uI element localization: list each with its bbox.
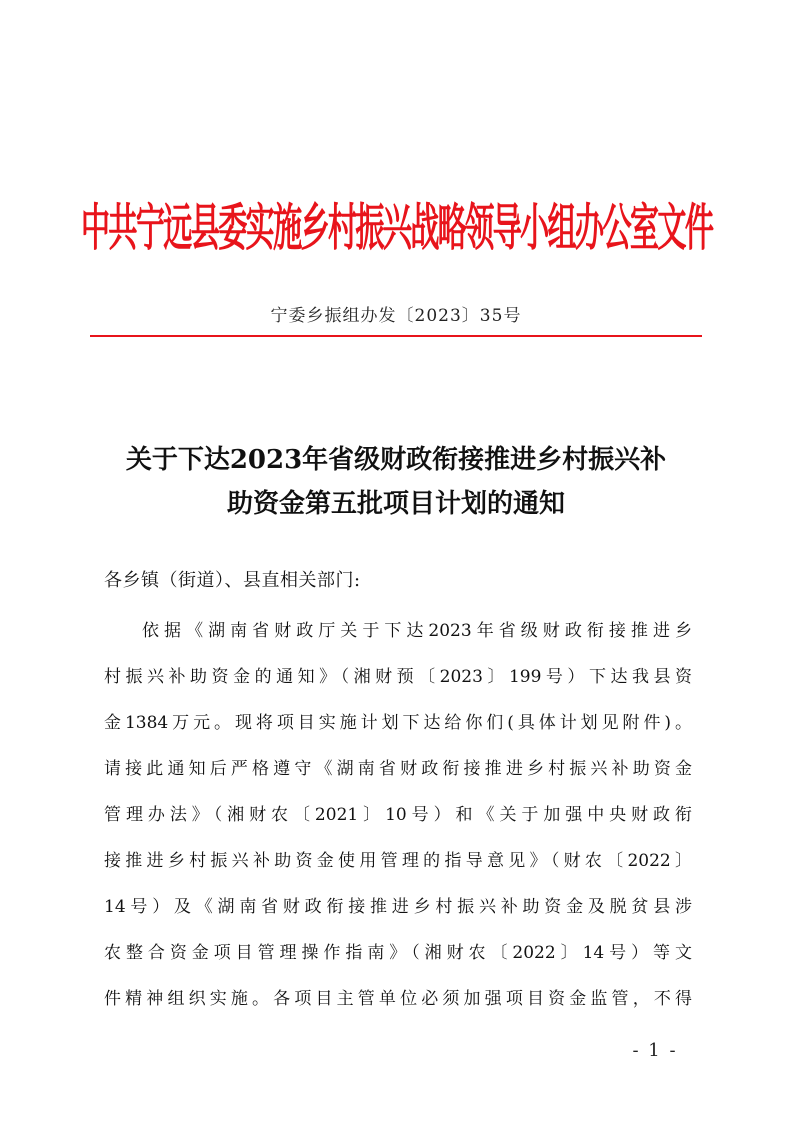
- red-separator-line: [90, 335, 702, 337]
- body-line: 村振兴补助资金的通知》（湘财预〔2023〕199号）下达我县资: [104, 667, 692, 687]
- body-line: 管理办法》（湘财农〔2021〕10号）和《关于加强中央财政衔: [104, 805, 692, 825]
- body-line: 件精神组织实施。各项目主管单位必须加强项目资金监管，不得: [104, 989, 692, 1009]
- body-line: 金1384万元。现将项目实施计划下达给你们(具体计划见附件)。: [104, 713, 692, 733]
- title-line-1: 关于下达2023年省级财政衔接推进乡村振兴补: [125, 445, 667, 475]
- body-line: 依据《湖南省财政厅关于下达2023年省级财政衔接推进乡: [142, 621, 692, 641]
- addressee: 各乡镇（街道）、县直相关部门:: [104, 570, 361, 591]
- document-number: 宁委乡振组办发〔2023〕35号: [270, 306, 522, 326]
- issuer-title: 中共宁远县委实施乡村振兴战略领导小组办公室文件: [80, 198, 712, 258]
- title-line-2: 助资金第五批项目计划的通知: [226, 489, 565, 519]
- body-line: 请接此通知后严格遵守《湖南省财政衔接推进乡村振兴补助资金: [104, 759, 692, 779]
- document-title: [60, 438, 732, 526]
- body-text: [104, 608, 692, 1022]
- page-number: - 1 -: [632, 1040, 678, 1061]
- body-line: 农整合资金项目管理操作指南》（湘财农〔2022〕14号）等文: [104, 943, 692, 963]
- body-line: 14号）及《湖南省财政衔接推进乡村振兴补助资金及脱贫县涉: [104, 897, 692, 917]
- masthead: [0, 188, 792, 268]
- body-line: 接推进乡村振兴补助资金使用管理的指导意见》（财农〔2022〕: [104, 851, 692, 871]
